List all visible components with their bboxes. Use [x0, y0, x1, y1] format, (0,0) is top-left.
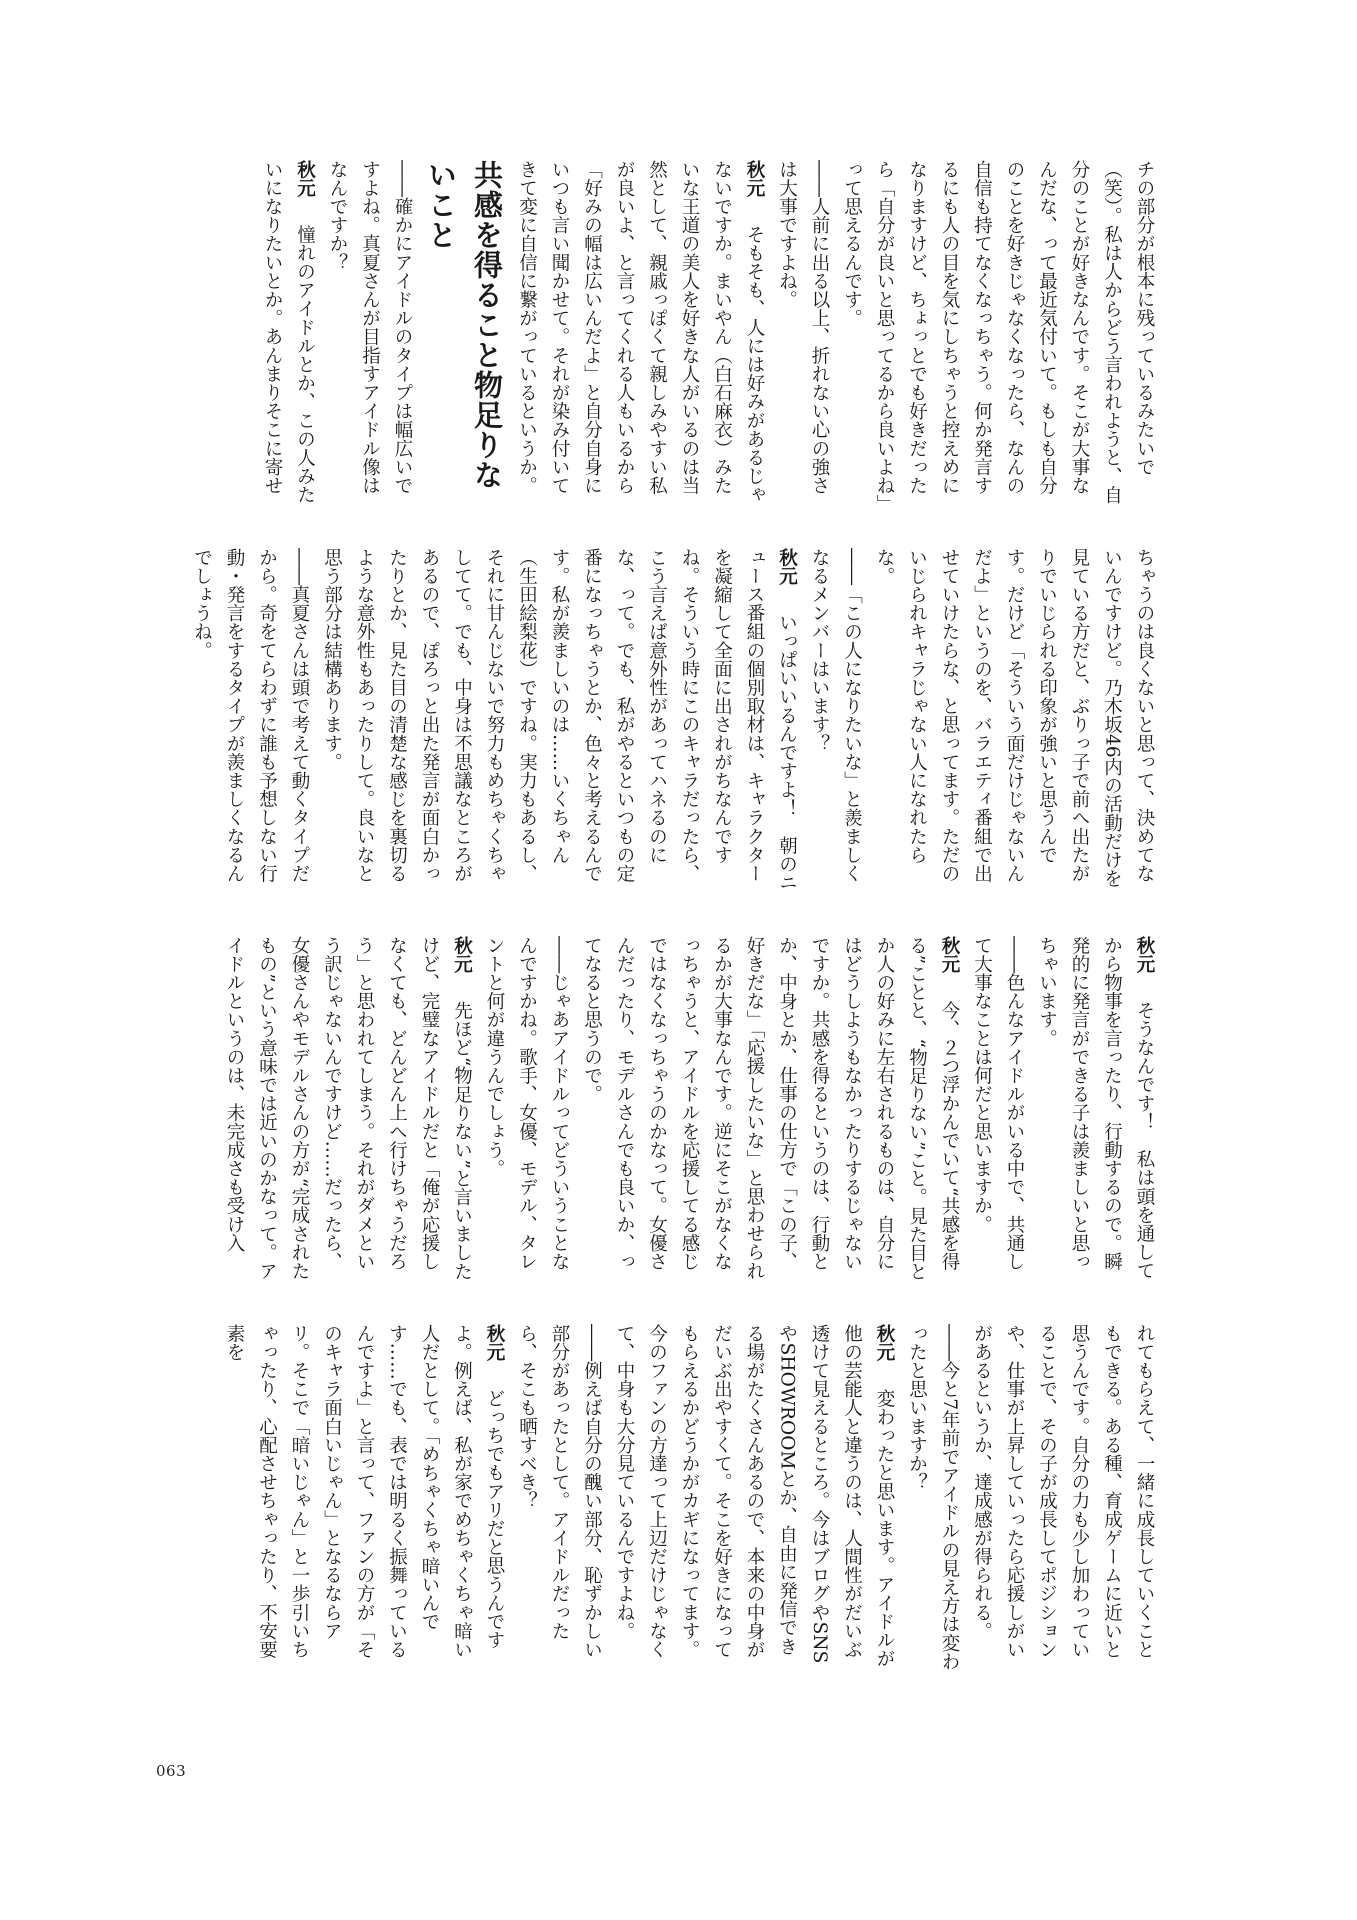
speaker-label: 秋元 [294, 160, 316, 198]
paragraph [218, 936, 478, 1286]
text-block-third [152, 936, 1160, 1286]
answer-text: 今、２つ浮かんでいて“共感を得る”ことと、“物足りない”こと。見た目とか人の好みに左右されるものは、自分にはどうしようもなかったりするじゃないですか。共感を得るというのは、行動とか、中身とか、仕事の仕方で「この子、好きだな」「応援したいな」と思わせられるかが大事なんです。逆にそこがなくなっちゃうと、アイドルを応援してる感じではなくなっちゃうのかなって。女優さんだったり、モデルさんでも良いか、ってなると思うので。 [581, 936, 960, 1281]
page-number: 063 [156, 1762, 187, 1780]
paragraph: ――確かにアイドルのタイプは幅広いですよね。真夏さんが目指すアイドル像はなんですか？ [327, 160, 413, 495]
answer-text: どっちでもアリだと思うんですよ。例えば、私が家でめちゃくちゃ暗い人だとして。「めちゃくちゃ暗いんです……でも、表では明るく振舞っているんですよ」と言って、ファンの方が「そのキャラ面白いじゃん」となるならアリ。そこで「暗いじゃん」と一歩引いちゃったり、心配させちゃったり、不安要素を [224, 1324, 505, 1659]
answer-text: 憧れのアイドルとか、この人みたいになりたいとか。あんまりそこに寄せ [262, 160, 316, 505]
speaker-label: 秋元 [939, 936, 960, 974]
paragraph [256, 160, 321, 510]
answer-text: そうなんです！ 私は頭を通してから物事を言ったり、行動するので。瞬発的に発言ができる子は羨ましいと思っちゃいます。 [1036, 936, 1155, 1281]
answer-text: そもそも、人には好みがあるじゃないですか。まいやん（白石麻衣）みたいな王道の美人を好きな人がいるのは当然として、親戚っぽくて親しみやすい私が良いよ、と言ってくれる人もいるから「好みの幅は広いんだよ」と自分自身にいつも言い聞かせて。それが染み付いてきて変に自信に繋がっているというか。 [516, 160, 765, 505]
paragraph [575, 936, 965, 1286]
paragraph [218, 1324, 511, 1674]
speaker-label: 秋元 [451, 936, 473, 974]
paragraph [510, 160, 770, 510]
paragraph: ――「この人になりたいな」と羨ましくなるメンバーはいます？ [809, 548, 863, 883]
speaker-label: 秋元 [874, 1324, 895, 1362]
text-block-top [152, 160, 1160, 510]
speaker-label: 秋元 [744, 160, 765, 198]
paragraph [1030, 936, 1160, 1286]
answer-text: 先ほど“物足りない”と言いましたけど、完璧なアイドルだと「俺が応援しなくても、どんどん上へ行けちゃうだろう」と思われてしまう。それがダメという訳じゃないんですけど……だったら、女優さんやモデルさんの方が“完成されたもの”という意味では近いのかなって。アイドルというのは、未完成さも受け入 [224, 936, 473, 1281]
text-block-bottom [152, 1324, 1160, 1674]
paragraph: ――例えば自分の醜い部分、恥ずかしい部分があったとして。アイドルだったら、そこも晒すべき？ [516, 1324, 603, 1659]
paragraph: ――今と7年前でアイドルの見え方は変わったと思いますか？ [906, 1324, 960, 1671]
paragraph: チの部分が根本に残っているみたいで（笑）。私は人からどう言われようと、自分のことが好きなんです。そこが大事なんだな、って最近気付いて。もしも自分のことを好きじゃなくなったら、なんの自信も持てなくなっちゃう。何か発言するにも人の目を気にしちゃうと控えめになりますけど、ちょっとでも好きだったら「自分が良いと思ってるから良いよね」って思えるんです。 [841, 160, 1155, 505]
speaker-label: 秋元 [484, 1324, 505, 1362]
paragraph [315, 548, 803, 898]
paragraph: ――真夏さんは頭で考えて動くタイプだから。奇をてらわずに誰も予想しない行動・発言をするタイプが羨ましくなるんでしょうね。 [191, 548, 310, 883]
text-block-second [152, 548, 1160, 898]
answer-text: 変わったと思います。アイドルが他の芸能人と違うのは、人間性がだいぶ透けて見えるところ。今はブログやSNSやSHOWROOMとか、自由に発信できる場がたくさんあるので、本来の中身がだいぶ出やすくて。そこを好きになってもらえるかどうかがカギになってます。今のファンの方達って上辺だけじゃなくて、中身も大分見ているんですよね。 [614, 1324, 895, 1669]
paragraph: ちゃうのは良くないと思って、決めてないんですけど。乃木坂46内の活動だけを見ている方だと、ぶりっ子で前へ出たがりでいじられる印象が強いと思うんです。だけど「そういう面だけじゃないんだよ」というのを、バラエティ番組で出せていけたらな、と思ってます。ただのいじられキャラじゃない人になれたらな。 [874, 548, 1155, 888]
paragraph [608, 1324, 901, 1674]
paragraph: れてもらえて、一緒に成長していくこともできる。ある種、育成ゲームに近いと思うんです。自分の力も少し加わっていることで、その子が成長してポジションや、仕事が上昇していったら応援しがいがあるというか、達成感が得られる。 [971, 1324, 1155, 1659]
paragraph: ――じゃあアイドルってどういうことなんですかね。歌手、女優、モデル、タレントと何が違うんでしょう。 [484, 936, 570, 1271]
speaker-label: 秋元 [1134, 936, 1155, 974]
answer-text: いっぱいいるんですよ！ 朝のニュース番組の個別取材は、キャラクターを凝縮して全面に出されがちなんですね。そういう時にこのキャラだったら、こう言えば意外性があってハネるのにな、って。でも、私がやるといつもの定番になっちゃうとか、色々と考えるんです。私が羨ましいのは……いくちゃん（生田絵梨花）ですね。実力もあるし、それに甘んじないで努力もめちゃくちゃしてて。でも、中身は不思議なところがあるので、ぽろっと出た発言が面白かったりとか、見た目の清楚な感じを裏切るような意外性もあったりして。良いなと思う部分は結構あります。 [321, 548, 798, 893]
speaker-label: 秋元 [776, 548, 798, 586]
paragraph: ――色んなアイドルがいる中で、共通して大事なことは何だと思いますか。 [971, 936, 1025, 1271]
section-heading: 共感を得ること物足りないこと [424, 160, 504, 490]
paragraph: ――人前に出る以上、折れない心の強さは大事ですよね。 [776, 160, 830, 495]
